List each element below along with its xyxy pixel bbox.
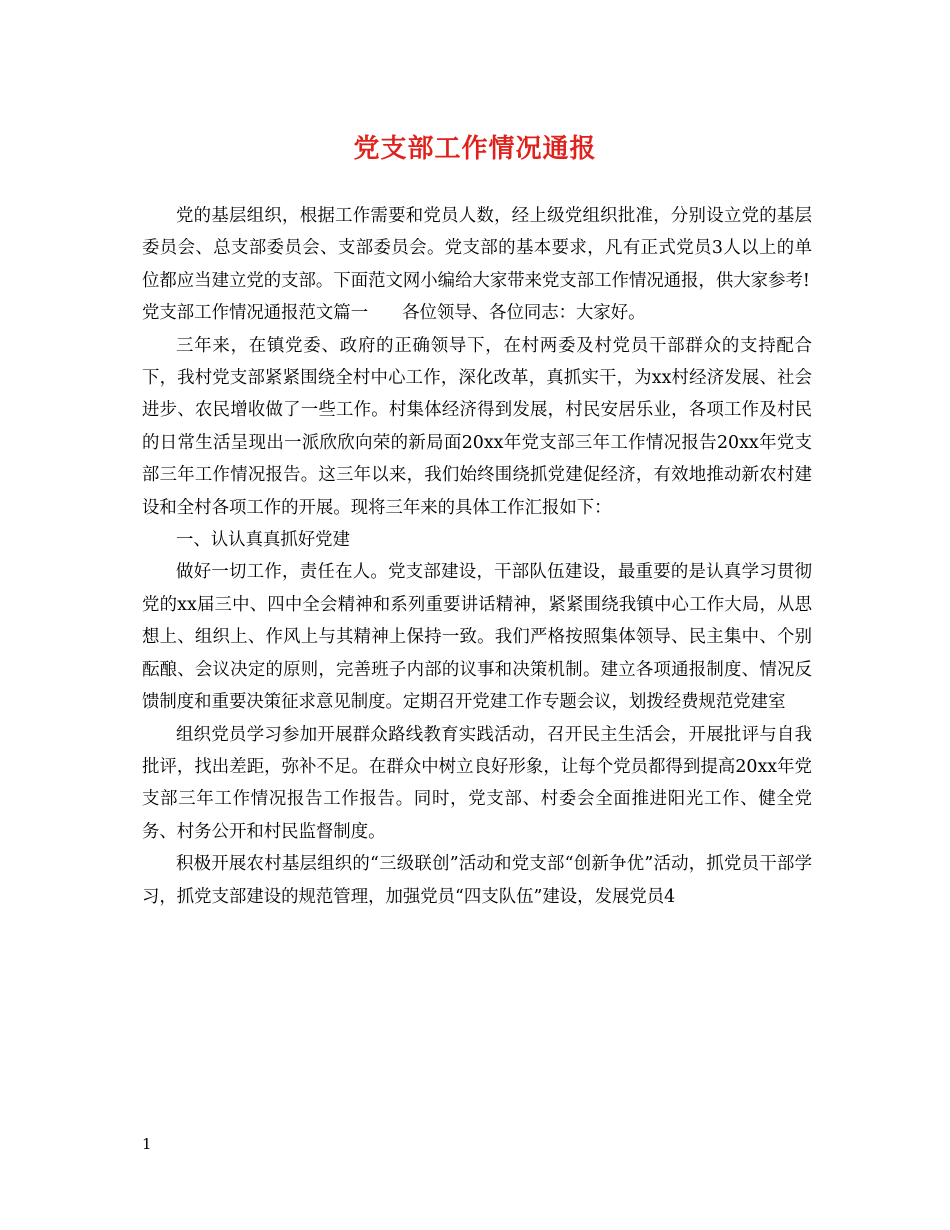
body-paragraph: 积极开展农村基层组织的“三级联创”活动和党支部“创新争优”活动，抓党员干部学习，抓党支部建设的规范管理，加强党员“四支队伍”建设，发展党员4 bbox=[142, 854, 812, 907]
greeting: 各位领导、各位同志：大家好。 bbox=[402, 303, 646, 324]
body-paragraph: 三年来，在镇党委、政府的正确领导下，在村两委及村党员干部群众的支持配合下，我村党支部紧紧围绕全村中心工作，深化改革，真抓实干，为xx村经济发展、社会进步、农民增收做了一些工作。村集体经济得到发展，村民安居乐业，各项工作及村民的日常生活呈现出一派欣欣向荣的新局面20xx年党支部三年工作情况报告20xx年党支部三年工作情况报告。这三年以来，我们始终围绕抓党建促经济，有效地推动新农村建设和全村各项工作的开展。现将三年来的具体工作汇报如下： bbox=[142, 335, 812, 518]
document-title: 党支部工作情况通报 bbox=[353, 134, 597, 164]
page-number: 1 bbox=[142, 1135, 152, 1153]
body-paragraph: 组织党员学习参加开展群众路线教育实践活动，召开民主生活会，开展批评与自我批评，找出差距，弥补不足。在群众中树立良好形象，让每个党员都得到提高20xx年党支部三年工作情况报告工作报告。同时，党支部、村委会全面推进阳光工作、健全党务、村务公开和村民监督制度。 bbox=[142, 724, 812, 842]
intro-paragraph: 党的基层组织，根据工作需要和党员人数，经上级党组织批准，分别设立党的基层委员会、总支部委员会、支部委员会。党支部的基本要求，凡有正式党员3人以上的单位都应当建立党的支部。下面范文网小编给大家带来党支部工作情况通报，供大家参考! bbox=[142, 206, 812, 291]
body-paragraph: 做好一切工作，责任在人。党支部建设，干部队伍建设，最重要的是认真学习贯彻党的xx届三中、四中全会精神和系列重要讲话精神，紧紧围绕我镇中心工作大局，从思想上、组织上、作风上与其精神上保持一致。我们严格按照集体领导、民主集中、个别酝酿、会议决定的原则，完善班子内部的议事和决策机制。建立各项通报制度、情况反馈制度和重要决策征求意见制度。定期召开党建工作专题会议，划拨经费规范党建室 bbox=[142, 562, 812, 713]
sample-heading: 党支部工作情况通报范文篇一 bbox=[142, 303, 369, 324]
sample-heading-line bbox=[142, 297, 812, 329]
section-heading: 一、认认真真抓好党建 bbox=[176, 530, 350, 551]
document-body bbox=[142, 200, 812, 913]
